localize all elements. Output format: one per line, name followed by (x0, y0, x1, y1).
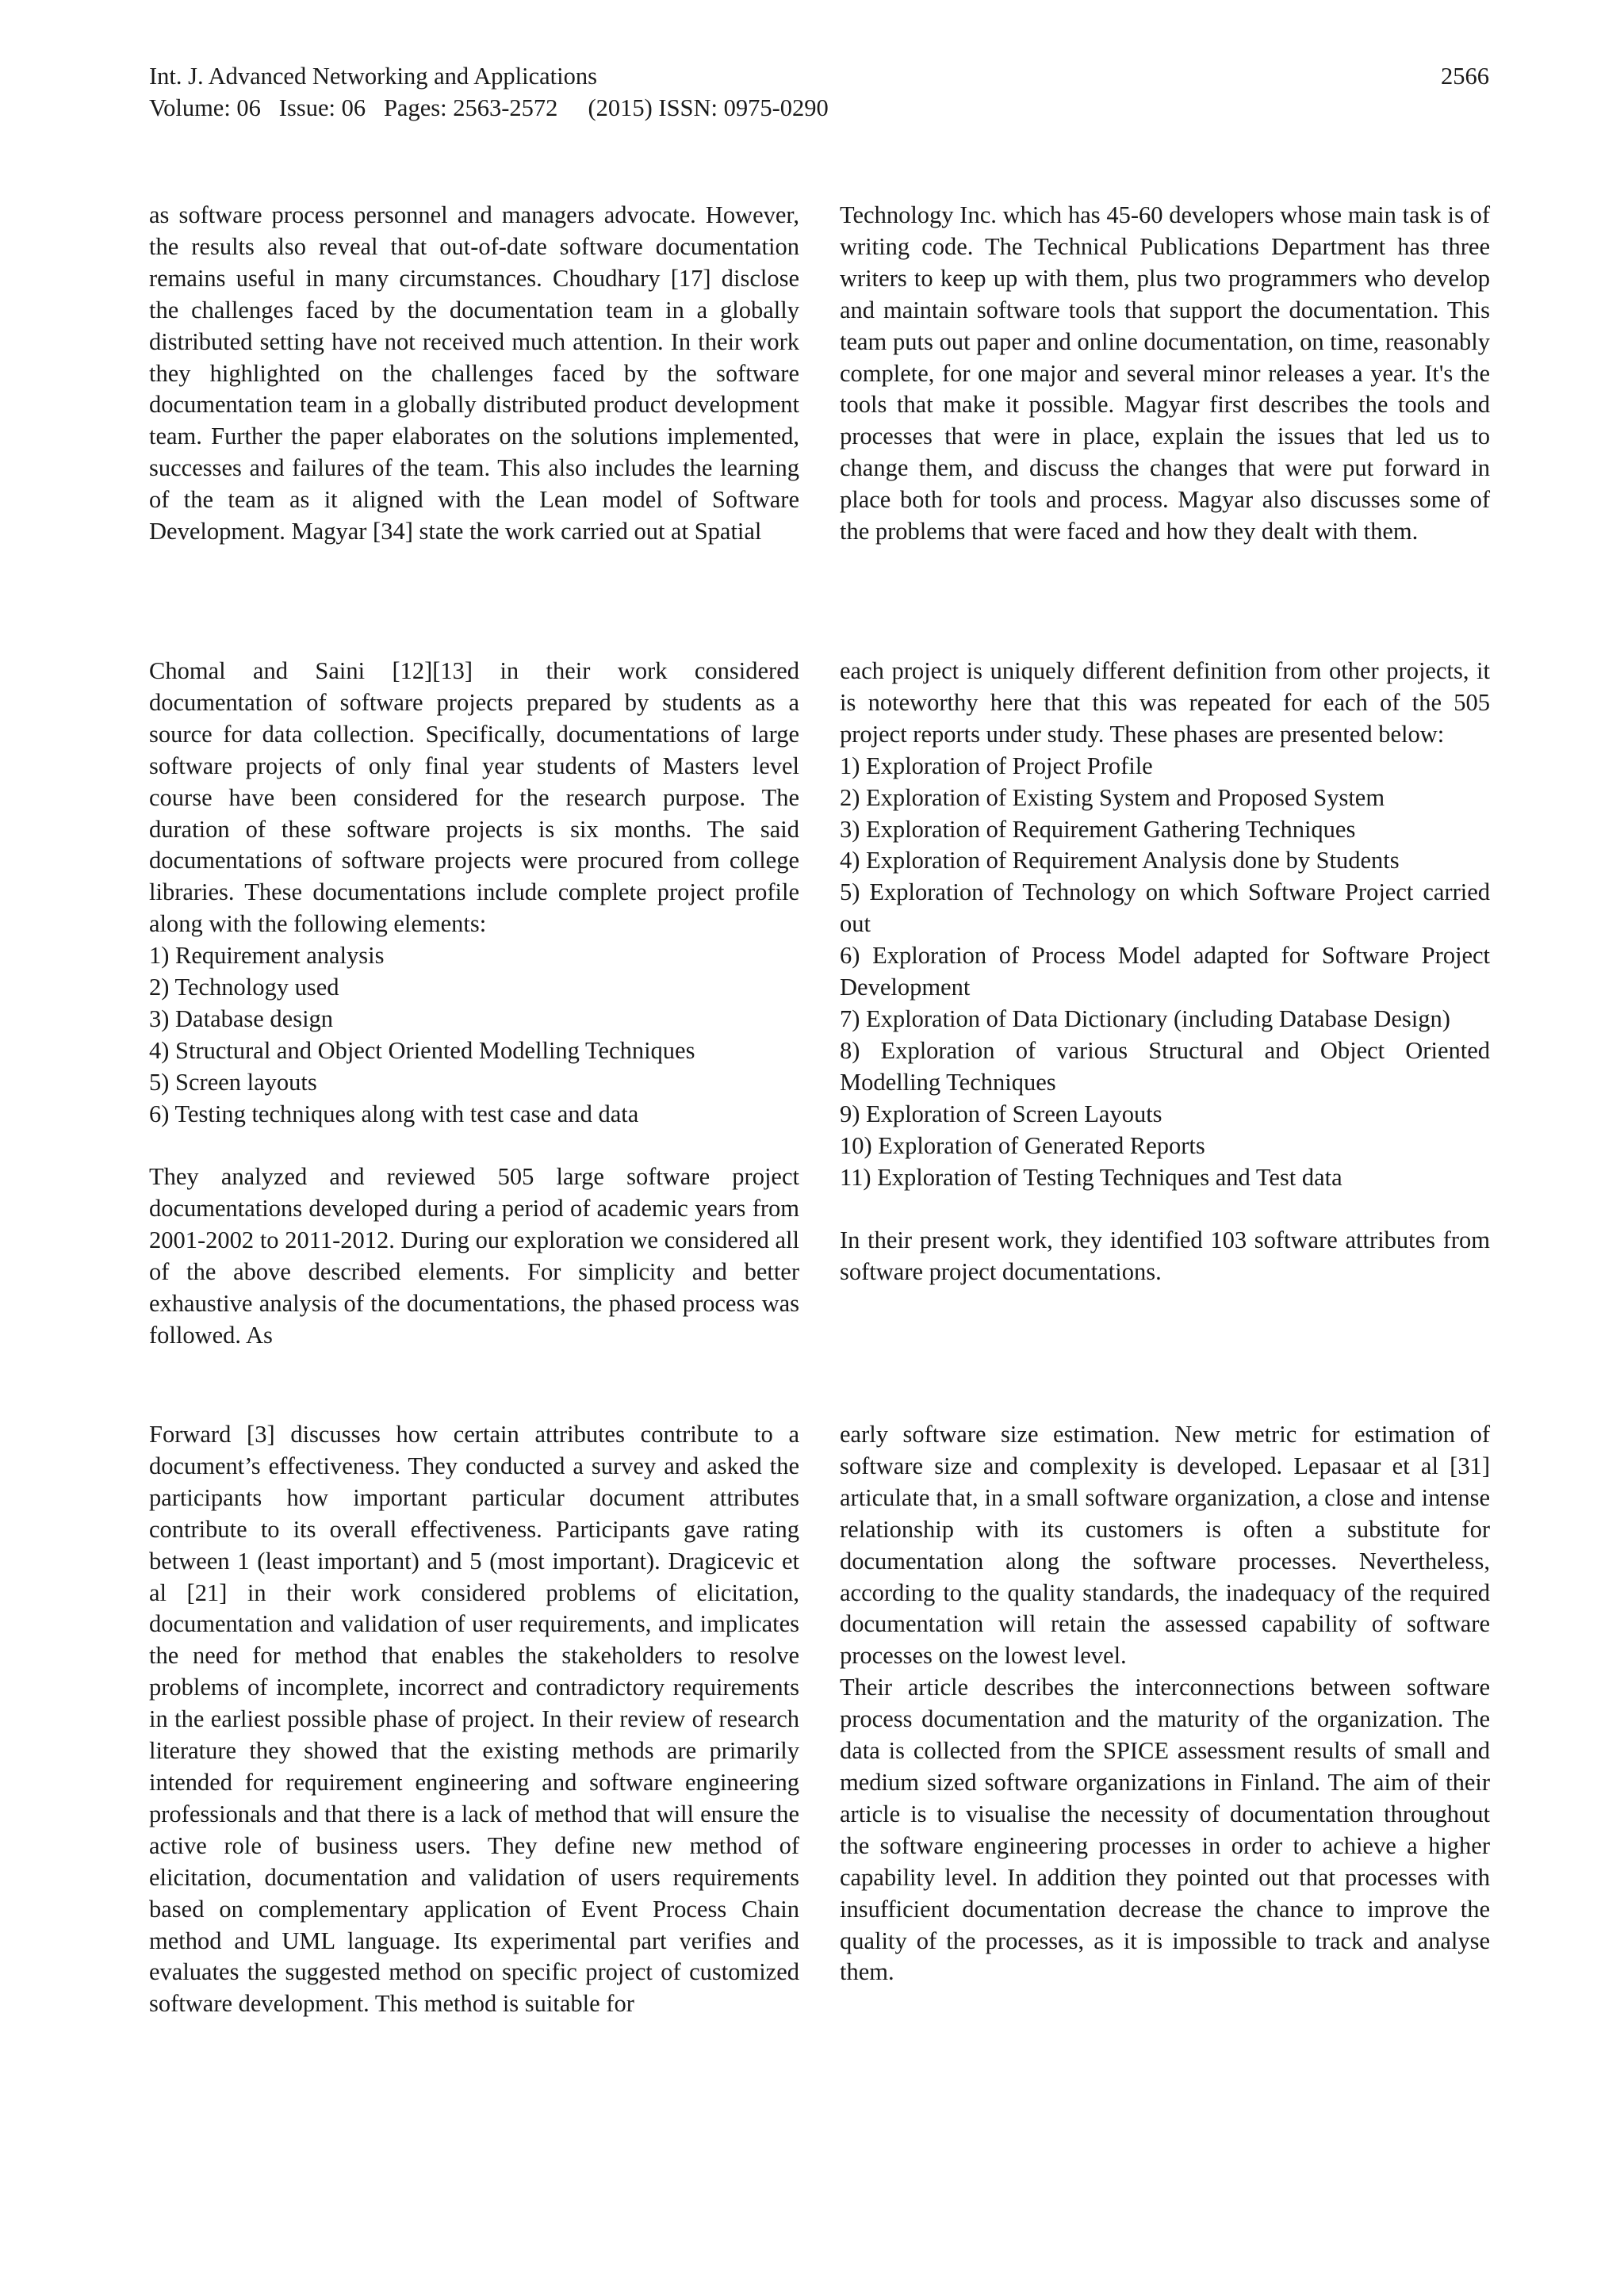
list-item: 2) Exploration of Existing System and Proposed System (840, 783, 1385, 811)
list-item: 1) Exploration of Project Profile (840, 752, 1153, 779)
list-item: 9) Exploration of Screen Layouts (840, 1100, 1162, 1127)
list-item: 3) Database design (149, 1004, 334, 1032)
paragraph: Technology Inc. which has 45-60 developers whose main task is of writing code. The Technical Publications Department has three writers to keep up with them, plus two programmers who develop and maintain software tools that support the documentation. This team puts out paper and online documentation, on time, reasonably complete, for one major and several minor releases a year. It's the tools that make it possible. Magyar first describes the tools and processes that were in place, explain the issues that led us to change them, and discuss the changes that were put forward in place both for tools and process. Magyar also discusses some of the problems that were faced and how they dealt with them. (840, 201, 1490, 545)
paragraph: each project is uniquely different definition from other projects, it is noteworthy here that this was repeated for each of the 505 project reports under study. These phases are presented below: (840, 657, 1490, 748)
paragraph: early software size estimation. New metric for estimation of software size and complexity is developed. Lepasaar et al [31] articulate that, in a small software organization, a close and intense relationship with its customers is often a substitute for documentation along the software processes. Nevertheless, according to the quality standards, the inadequacy of the required documentation will retain the assessed capability of software processes on the lowest level. (840, 1421, 1490, 1670)
paragraph: They analyzed and reviewed 505 large software project documentations developed during a period of academic years from 2001-2002 to 2011-2012. During our exploration we considered all of the above described elements. For simplicity and better exhaustive analysis of the documentations, the phased process was followed. As (149, 1163, 799, 1349)
list-item: 2) Technology used (149, 974, 339, 1001)
list-item: 10) Exploration of Generated Reports (840, 1131, 1205, 1159)
paragraph: as software process personnel and managers advocate. However, the results also reveal that out-of-date software documentation remains useful in many circumstances. Choudhary [17] disclose the challenges faced by the documentation team in a globally distributed setting have not received much attention. In their work they highlighted on the challenges faced by the software documentation team in a globally distributed product development team. Further the paper elaborates on the solutions implemented, successes and failures of the team. This also includes the learning of the team as it aligned with the Lean model of Software Development. Magyar [34] state the work carried out at Spatial (149, 201, 799, 545)
block3-right-column (840, 1419, 1490, 1988)
list-item: 3) Exploration of Requirement Gathering Techniques (840, 815, 1356, 843)
list-item: 7) Exploration of Data Dictionary (including Database Design) (840, 1004, 1450, 1032)
list-item: 4) Structural and Object Oriented Modelling Techniques (149, 1036, 695, 1064)
list-item: 11) Exploration of Testing Techniques and Test data (840, 1163, 1342, 1191)
volume-info: Volume: 06 Issue: 06 Pages: 2563-2572 (2015) ISSN: 0975-0290 (149, 94, 829, 121)
paragraph: Forward [3] discusses how certain attributes contribute to a document’s effectiveness. They conducted a survey and asked the participants how important particular document attributes contribute to its overall effectiveness. Participants gave rating between 1 (least important) and 5 (most important). Dragicevic et al [21] in their work considered problems of elicitation, documentation and validation of user requirements, and implicates the need for method that enables the stakeholders to resolve problems of incomplete, incorrect and contradictory requirements in the earliest possible phase of project. In their review of research literature they showed that the existing methods are primarily intended for requirement engineering and software engineering professionals and that there is a lack of method that will ensure the active role of business users. They define new method of elicitation, documentation and validation of users requirements based on complementary application of Event Process Chain method and UML language. Its experimental part verifies and evaluates the suggested method on specific project of customized software development. This method is suitable for (149, 1421, 799, 2018)
block2-left-column (149, 656, 799, 1352)
paragraph: Their article describes the interconnections between software process documentation and the maturity of the organization. The data is collected from the SPICE assessment results of small and medium sized software organizations in Finland. The aim of their article is to visualise the necessity of documentation throughout the software engineering processes in order to achieve a higher capability level. In addition they pointed out that processes with insufficient documentation decrease the chance to improve the quality of the processes, as it is impossible to track and analyse them. (840, 1674, 1490, 1986)
list-item: 6) Testing techniques along with test case and data (149, 1100, 639, 1127)
block1-right-column (840, 200, 1490, 548)
list-item: 1) Requirement analysis (149, 942, 385, 970)
page-number: 2566 (1441, 63, 1489, 90)
list-item: 5) Screen layouts (149, 1068, 317, 1096)
running-header (149, 60, 1489, 124)
list-item: 6) Exploration of Process Model adapted for Software Project Development (840, 942, 1490, 1001)
paragraph: Chomal and Saini [12][13] in their work considered documentation of software projects prepared by students as a source for data collection. Specifically, documentations of large software projects of only final year students of Masters level course have been considered for the research purpose. The duration of these software projects is six months. The said documentations of software projects were procured from college libraries. These documentations include complete project profile along with the following elements: (149, 657, 799, 938)
list-item: 4) Exploration of Requirement Analysis done by Students (840, 847, 1400, 874)
block1-left-column (149, 200, 799, 548)
list-item: 5) Exploration of Technology on which Software Project carried out (840, 878, 1490, 938)
paragraph: In their present work, they identified 103 software attributes from software project documentations. (840, 1226, 1490, 1286)
journal-title: Int. J. Advanced Networking and Applications (149, 63, 597, 90)
list-item: 8) Exploration of various Structural and Object Oriented Modelling Techniques (840, 1036, 1490, 1096)
block2-right-column (840, 656, 1490, 1288)
block3-left-column (149, 1419, 799, 2020)
